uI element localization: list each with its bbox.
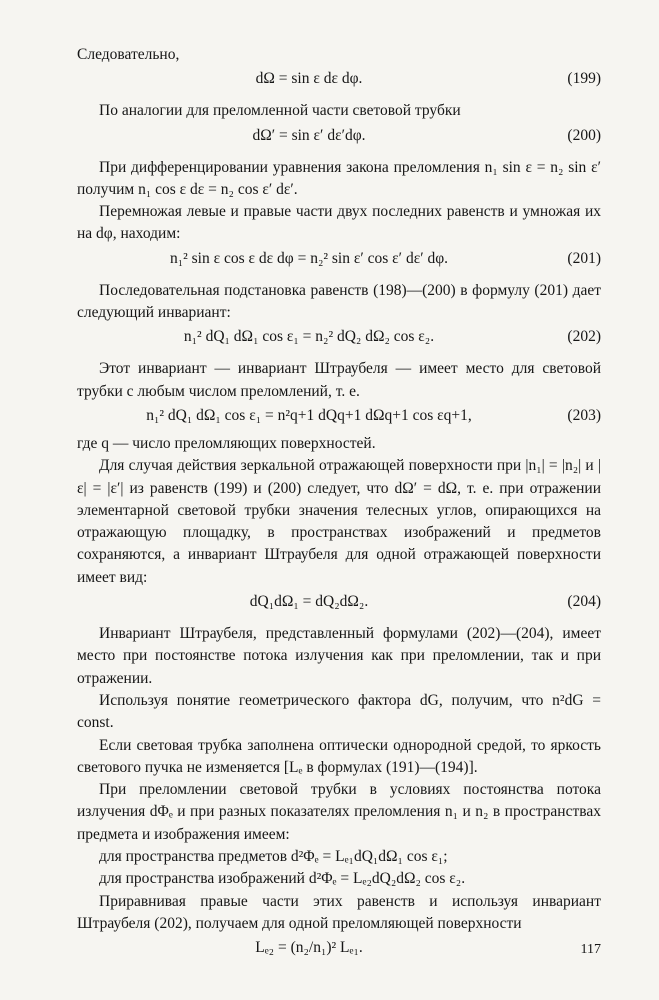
equation-199 — [77, 68, 601, 94]
equation-202 — [77, 326, 601, 352]
equation-number: (204) — [567, 593, 601, 611]
paragraph: Инвариант Штраубеля, представленный формулами (202)—(204), имеет место при постоянстве потока излучения как при преломлении, так и при отражении. — [77, 625, 601, 687]
equation-formula: n₁² sin ε cos ε dε dφ = n₂² sin ε′ cos ε′ dε′ dφ. — [169, 249, 449, 267]
equation-number: (201) — [567, 249, 601, 267]
paragraph: При преломлении световой трубки в условиях постоянства потока излучения dΦₑ и при разных показателях преломления n₁ и n₂ в пространствах предмета и изображения имеем: — [77, 781, 601, 843]
equation-formula: dΩ′ = sin ε′ dε′dφ. — [252, 126, 366, 144]
equation-200 — [77, 125, 601, 151]
equation-formula: n₁² dQ₁ dΩ₁ cos ε₁ = n²q+1 dQq+1 dΩq+1 cos εq+1, — [146, 406, 472, 424]
equation-number: (200) — [567, 126, 601, 144]
text-column — [77, 44, 601, 965]
paragraph: для пространства изображений d²Φₑ = Lₑ₂dQ₂dΩ₂ cos ε₂. — [99, 870, 466, 888]
paragraph: где q — число преломляющих поверхностей. — [77, 434, 376, 452]
equation-201 — [77, 248, 601, 274]
equation-formula: Lₑ₂ = (n₂/n₁)² Lₑ₁. — [255, 939, 363, 957]
paragraph: для пространства предметов d²Φₑ = Lₑ₁dQ₁dΩ₁ cos ε₁; — [99, 848, 448, 866]
equation-luminance — [77, 937, 601, 963]
equation-formula: dΩ = sin ε dε dφ. — [255, 70, 363, 88]
equation-number: (199) — [567, 70, 601, 88]
paragraph: Если световая трубка заполнена оптически однородной средой, то яркость светового пучка не изменяется [Lₑ в формулах (191)—(194)]. — [77, 736, 601, 776]
equation-203 — [77, 405, 601, 431]
paragraph: Для случая действия зеркальной отражающей поверхности при |n₁| = |n₂| и |ε| = |ε′| из равенств (199) и (200) следует, что dΩ′ = dΩ, т. е. при отражении элементарной световой трубки значения телесных углов, опирающихся на отражающую площадку, в пространствах изображений и предметов сохраняются, а инвариант Штраубеля для одной отражающей поверхности имеет вид: — [77, 457, 601, 586]
paragraph: Следовательно, — [77, 46, 180, 63]
paragraph: Перемножая левые и правые части двух последних равенств и умножая их на dφ, находим: — [77, 203, 601, 243]
equation-formula: dQ₁dΩ₁ = dQ₂dΩ₂. — [249, 593, 369, 611]
equation-number: (202) — [567, 328, 601, 346]
paragraph: Последовательная подстановка равенств (198)—(200) в формулу (201) дает следующий инвариант: — [77, 281, 601, 322]
paragraph: Этот инвариант — инвариант Штраубеля — имеет место для световой трубки с любым числом преломлений, т. е. — [77, 360, 601, 400]
equation-formula: n₁² dQ₁ dΩ₁ cos ε₁ = n₂² dQ₂ dΩ₂ cos ε₂. — [183, 328, 435, 346]
paragraph: Используя понятие геометрического фактора dG, получим, что n²dG = const. — [77, 691, 601, 732]
page-number: 117 — [580, 942, 601, 957]
paragraph: При дифференцировании уравнения закона преломления n₁ sin ε = n₂ sin ε′ получим n₁ cos ε dε = n₂ cos ε′ dε′. — [77, 158, 601, 198]
equation-204 — [77, 591, 601, 617]
equation-number: (203) — [567, 406, 601, 424]
paragraph: По аналогии для преломленной части световой трубки — [99, 102, 461, 120]
paragraph: Приравнивая правые части этих равенств и используя инвариант Штраубеля (202), получаем для одной преломляющей поверхности — [77, 892, 601, 932]
